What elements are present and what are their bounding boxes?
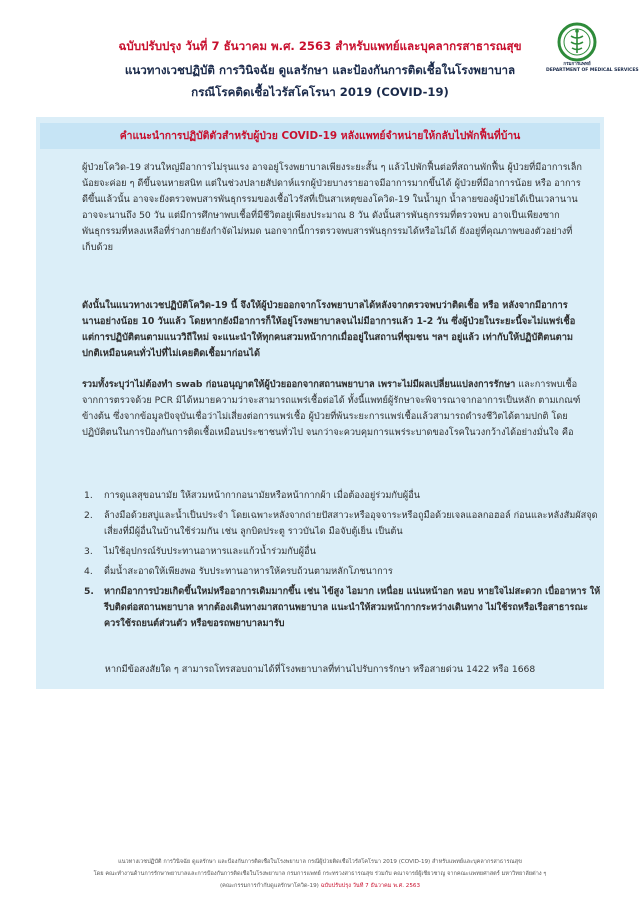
list-item [84, 584, 604, 632]
audience-line: สำหรับแพทย์และบุคลากรสาธารณสุข [335, 39, 522, 53]
list-item-number: 3. [84, 546, 93, 557]
advice-list [84, 488, 604, 636]
list-item [84, 564, 604, 580]
paragraph-background: ผู้ป่วยโควิด-19 ส่วนใหญ่มีอาการไม่รุนแรง อาจอยู่โรงพยาบาลเพียงระยะสั้น ๆ แล้วไปพักฟื้นต่อที่สถานพักฟื้น ผู้ป่วยที่มีอาการเล็กน้อยจะค่อย ๆ ดีขึ้นจนหายสนิท แต่ในช่วงปลายสัปดาห์แรกผู้ป่วยบางรายอาจมีอาการมากขึ้นได้ ผู้ป่วยที่มีอาการน้อย หรือ อาการดีขึ้นแล้วนั้น อาจจะยังตรวจพบสารพันธุกรรมของเชื้อไวรัสที่เป็นสาเหตุของโควิด-19 ในน้ำมูก น้ำลายของผู้ป่วยได้เป็นเวลานาน อาจจะนานถึง 50 วัน แต่มีการศึกษาพบเชื้อที่มีชีวิตอยู่เพียงประมาณ 8 วัน ดังนั้นสารพันธุกรรมที่ตรวจพบ อาจเป็นเพียงซากพันธุกรรมที่หลงเหลือที่ร่างกายยังกำจัดไม่หมด นอกจากนี้การตรวจพบสารพันธุกรรมได้หรือไม่ได้ ยังอยู่ที่คุณภาพของตัวอย่างที่เก็บด้วย [82, 162, 582, 253]
footer-edition: ฉบับปรับปรุง วันที่ 7 ธันวาคม พ.ศ. 2563 [320, 883, 421, 889]
list-item-text: การดูแลสุขอนามัย ให้สวมหน้ากากอนามัยหรือหน้ากากผ้า เมื่อต้องอยู่ร่วมกับผู้อื่น [104, 490, 420, 501]
list-item-text: ดื่มน้ำสะอาดให้เพียงพอ รับประทานอาหารให้ครบถ้วนตามหลักโภชนาการ [104, 566, 393, 577]
footer-line-1: แนวทางเวชปฏิบัติ การวินิจฉัย ดูแลรักษา และป้องกันการติดเชื้อในโรงพยาบาล กรณีผู้ป่วยติดเชื้อไวรัสโคโรนา 2019 (COVID-19) สำหรับแพทย์และบุคลากรสาธารณสุข [118, 859, 522, 865]
contact-line: หากมีข้อสงสัยใด ๆ สามารถโทรสอบถามได้ที่โรงพยาบาลที่ท่านไปรับการรักษา หรือสายด่วน 1422 หรือ 1668 [104, 664, 536, 675]
edition-header [0, 38, 640, 56]
footer-line-2: โดย คณะทำงานด้านการรักษาพยาบาลและการป้องกันการติดเชื้อในโรงพยาบาล กรมการแพทย์ กระทรวงสาธารณสุข ร่วมกับ คณาจารย์ผู้เชี่ยวชาญ จากคณะแพทยศาสตร์ มหาวิทยาลัยต่าง ๆ [93, 871, 547, 877]
logo-english-name: DEPARTMENT OF MEDICAL SERVICES [546, 68, 639, 73]
logo-thai-name: กรมการแพทย์ [563, 62, 591, 67]
paragraph-swab-note [82, 377, 584, 441]
paragraph-discharge-criteria: ดังนั้นในแนวทางเวชปฏิบัติโควิด-19 นี้ จึงให้ผู้ป่วยออกจากโรงพยาบาลได้หลังจากตรวจพบว่าติดเชื้อ หรือ หลังจากมีอาการนานอย่างน้อย 10 วันแล้ว โดยหากยังมีอาการก็ให้อยู่โรงพยาบาลจนไม่มีอาการแล้ว 1-2 วัน ซึ่งผู้ป่วยในระยะนี้จะไม่แพร่เชื้อ แต่การปฏิบัติตนตามแนววิถีใหม่ จะแนะนำให้ทุกคนสวมหน้ากากเมื่ออยู่ในสถานที่ชุมชน ฯลฯ อยู่แล้ว เท่ากับให้ปฏิบัติตนตามปกติเหมือนคนทั่วไปที่ไม่เคยติดเชื้อมาก่อนได้ [82, 300, 576, 359]
list-item-text: ไม่ใช้อุปกรณ์รับประทานอาหารและแก้วน้ำร่วมกับผู้อื่น [104, 546, 316, 557]
list-item-number: 1. [84, 490, 93, 501]
list-item-number: 2. [84, 510, 93, 521]
list-item-text: ล้างมือด้วยสบู่และน้ำเป็นประจำ โดยเฉพาะหลังจากถ่ายปัสสาวะหรืออุจจาระหรือถูมือด้วยเจลแอลกอฮอล์ ก่อนและหลังสัมผัสจุดเสี่ยงที่มีผู้อื่นในบ้านใช้ร่วมกัน เช่น ลูกบิดประตู ราวบันได มือจับตู้เย็น เป็นต้น [104, 510, 598, 537]
swab-note-lead: รวมทั้งระบุว่าไม่ต้องทำ swab ก่อนอนุญาตให้ผู้ป่วยออกจากสถานพยาบาล เพราะไม่มีผลเปลี่ยนแปลงการรักษา [82, 379, 516, 390]
list-item [84, 488, 604, 504]
footer-committee: (คณะกรรมการกำกับดูแลรักษาโควิด-19) [219, 883, 319, 889]
list-item-number: 5. [84, 586, 94, 597]
document-subtitle: กรณีโรคติดเชื้อไวรัสโคโรนา 2019 (COVID-19) [191, 85, 449, 99]
edition-line: ฉบับปรับปรุง วันที่ 7 ธันวาคม พ.ศ. 2563 [118, 39, 332, 53]
department-logo [546, 22, 639, 92]
footer-line-3 [0, 882, 640, 890]
document-title: แนวทางเวชปฏิบัติ การวินิจฉัย ดูแลรักษา และป้องกันการติดเชื้อในโรงพยาบาล [124, 63, 516, 77]
list-item-number: 4. [84, 566, 93, 577]
panel-title: คำแนะนำการปฏิบัติตัวสำหรับผู้ป่วย COVID-19 หลังแพทย์จำหน่ายให้กลับไปพักฟื้นที่บ้าน [40, 123, 600, 149]
swab-note-body: และการพบเชื้อจากการตรวจด้วย PCR มิได้หมายความว่าจะสามารถแพร่เชื้อต่อได้ ทั้งนี้แพทย์ผู้รักษาจะพิจารณาจากอาการเป็นหลัก ตามเกณฑ์ข้างต้น ซึ่งจากข้อมูลปัจจุบันเชื่อว่าไม่เสี่ยงต่อการแพร่เชื้อ ผู้ป่วยที่พ้นระยะการแพร่เชื้อแล้วสามารถดำรงชีวิตได้ตามปกติ โดยปฏิบัติตนในการป้องกันการติดเชื้อเหมือนประชาชนทั่วไป จนกว่าจะควบคุมการแพร่ระบาดของโรคในวงกว้างได้อย่างมั่นใจ คือ [82, 379, 581, 438]
list-item [84, 508, 604, 540]
department-seal-icon [557, 22, 597, 62]
list-item-text: หากมีอาการป่วยเกิดขึ้นใหม่หรืออาการเดิมมากขึ้น เช่น ไข้สูง ไอมาก เหนื่อย แน่นหน้าอก หอบ หายใจไม่สะดวก เบื่ออาหาร ให้รีบติดต่อสถานพยาบาล หากต้องเดินทางมาสถานพยาบาล แนะนำให้สวมหน้ากากระหว่างเดินทาง ไม่ใช้รถหรือเรือสาธารณะ ควรใช้รถยนต์ส่วนตัว หรือขอรถพยาบาลมารับ [104, 586, 601, 629]
list-item [84, 544, 604, 560]
